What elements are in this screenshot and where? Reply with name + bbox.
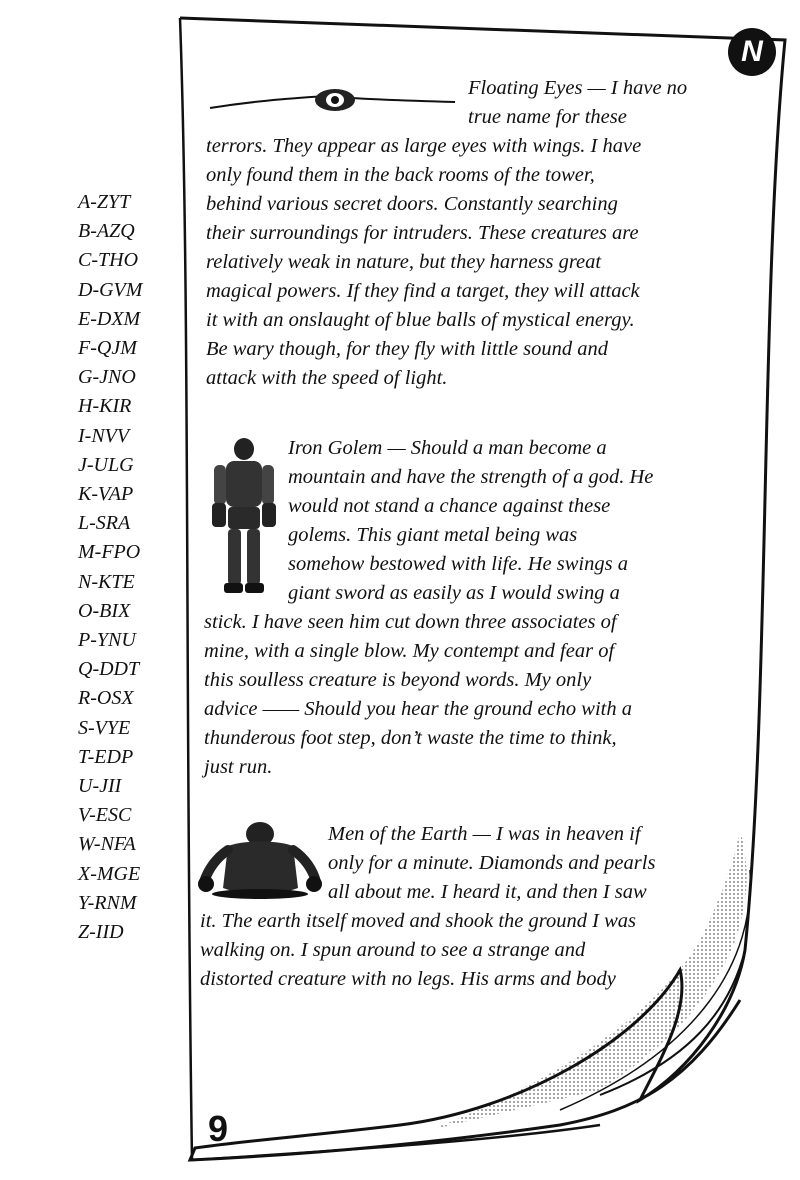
code-item: U-JII	[78, 775, 122, 798]
text-line: would not stand a chance against these	[288, 495, 611, 517]
code-item: W-NFA	[78, 833, 136, 856]
text-line: true name for these	[468, 106, 627, 128]
code-item: T-EDP	[78, 745, 134, 768]
text-line: giant sword as easily as I would swing a	[288, 582, 620, 604]
text-line: relatively weak in nature, but they harness great	[206, 251, 602, 273]
code-item: S-VYE	[78, 716, 131, 739]
code-item: Y-RNM	[78, 891, 137, 914]
text-line: distorted creature with no legs. His arms and body	[200, 968, 616, 990]
code-item: A-ZYT	[78, 191, 131, 213]
text-line: Iron Golem — Should a man become a	[288, 437, 607, 459]
code-item: J-ULG	[78, 453, 134, 476]
text-line: somehow bestowed with life. He swings a	[288, 553, 628, 575]
text-line: thunderous foot step, don’t waste the time to think,	[204, 727, 617, 749]
code-item: R-OSX	[78, 687, 134, 710]
code-item: P-YNU	[78, 629, 136, 652]
code-item: F-QJM	[78, 337, 137, 360]
text-line: golems. This giant metal being was	[288, 524, 578, 546]
text-line: walking on. I spun around to see a strange and	[200, 939, 586, 961]
code-item: D-GVM	[78, 278, 143, 301]
text-line: stick. I have seen him cut down three associates of	[204, 611, 617, 633]
text-line: behind various secret doors. Constantly searching	[206, 193, 618, 215]
men-of-the-earth-heading-lines	[328, 820, 655, 907]
text-line: this soulless creature is beyond words. My only	[204, 669, 592, 691]
code-item: V-ESC	[78, 804, 132, 827]
text-line: Be wary though, for they fly with little sound and	[206, 338, 608, 360]
code-item: X-MGE	[78, 862, 141, 885]
text-line: their surroundings for intruders. These creatures are	[206, 222, 639, 244]
code-item: C-THO	[78, 249, 139, 272]
text-line: Floating Eyes — I have no	[468, 77, 688, 99]
floating-eye-icon	[210, 89, 455, 111]
text-line: advice —— Should you hear the ground echo with a	[204, 698, 632, 720]
text-line: it with an onslaught of blue balls of mystical energy.	[206, 309, 635, 331]
page-number: 9	[208, 1108, 229, 1149]
code-item: I-NVV	[78, 424, 130, 447]
iron-golem-heading-lines	[288, 434, 653, 608]
publisher-logo: N	[728, 28, 776, 76]
code-item: E-DXM	[78, 307, 141, 330]
text-line: mine, with a single blow. My contempt and fear of	[204, 640, 615, 662]
code-item: Z-IID	[78, 921, 124, 944]
code-item: K-VAP	[78, 483, 134, 506]
men-of-the-earth-icon	[198, 818, 323, 900]
text-line: terrors. They appear as large eyes with wings. I have	[206, 135, 642, 157]
text-line: only for a minute. Diamonds and pearls	[328, 852, 656, 874]
text-line: attack with the speed of light.	[206, 367, 448, 389]
men-of-the-earth-body	[200, 907, 636, 994]
floating-eyes-heading-lines	[468, 74, 687, 132]
text-line: all about me. I heard it, and then I saw	[328, 881, 647, 903]
text-line: Men of the Earth — I was in heaven if	[328, 823, 641, 845]
iron-golem-body	[204, 608, 632, 782]
text-line: mountain and have the strength of a god. He	[288, 466, 654, 488]
code-item: N-KTE	[78, 570, 135, 593]
code-item: G-JNO	[78, 366, 136, 389]
code-item: B-AZQ	[78, 220, 135, 243]
floating-eyes-body	[206, 132, 641, 393]
text-line: just run.	[204, 756, 273, 778]
code-list	[78, 188, 188, 947]
iron-golem-icon	[208, 435, 280, 600]
code-item: Q-DDT	[78, 658, 140, 681]
text-line: it. The earth itself moved and shook the ground I was	[200, 910, 636, 932]
code-item: O-BIX	[78, 599, 131, 622]
code-item: M-FPO	[78, 541, 141, 564]
text-line: magical powers. If they find a target, they will attack	[206, 280, 640, 302]
text-line: only found them in the back rooms of the tower,	[206, 164, 595, 186]
code-item: L-SRA	[78, 512, 131, 535]
code-item: H-KIR	[78, 395, 132, 418]
